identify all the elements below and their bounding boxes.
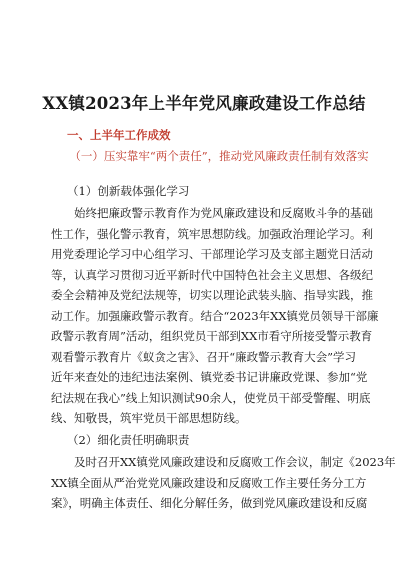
paragraph-line: 动工作。加强廉政警示教育。结合“2023年XX镇党员领导干部廉 [51, 308, 379, 323]
paragraph-line: 用党委理论学习中心组学习、干部理论学习及支部主题党日活动 [51, 247, 373, 261]
item-heading-1: （1）创新载体强化学习 [67, 184, 190, 198]
paragraph-line: 观看警示教育片《蚁贪之害》、召开“廉政警示教育大会”学习 [51, 349, 357, 364]
paragraph-line: 案》，明确主体责任、细化分解任务，做到党风廉政建设和反腐 [51, 496, 368, 510]
document-title: XX镇2023年上半年党风廉政建设工作总结 [42, 94, 366, 113]
paragraph-line: 始终把廉政警示教育作为党风廉政建设和反腐败斗争的基础 [74, 206, 373, 220]
subsection-heading: （一）压实靠牢“两个责任”，推动党风廉政责任制有效落实 [69, 149, 369, 163]
paragraph-line: 性工作，强化警示教育，筑牢思想防线。加强政治理论学习。利 [51, 226, 373, 241]
paragraph-line: 及时召开XX镇党风廉政建设和反腐败工作会议，制定《2023年 [74, 455, 396, 469]
paragraph-line: 政警示教育周”活动，组织党员干部到XX市看守所接受警示教育 [51, 329, 373, 343]
paragraph-line: 委全会精神及党纪法规等，切实以理论武装头脑、指导实践，推 [51, 288, 373, 302]
paragraph-line: XX镇全面从严治党党风廉政建设和反腐败工作主要任务分工方 [51, 475, 367, 490]
paragraph-2 [51, 452, 396, 514]
paragraph-1 [51, 203, 379, 429]
paragraph-line: 线、知敬畏，筑牢党员干部思想防线。 [51, 411, 247, 425]
paragraph-line: 等，认真学习贯彻习近平新时代中国特色社会主义思想、各级纪 [51, 267, 373, 282]
section-heading: 一、上半年工作成效 [67, 128, 171, 142]
paragraph-line: 纪法规在我心”线上知识测试90余人，使党员干部受警醒、明底 [51, 390, 371, 405]
paragraph-line: 近年来查处的违纪违法案例、镇党委书记讲廉政党课、参加“党 [51, 370, 368, 384]
item-heading-2: （2）细化责任明确职责 [67, 433, 190, 447]
